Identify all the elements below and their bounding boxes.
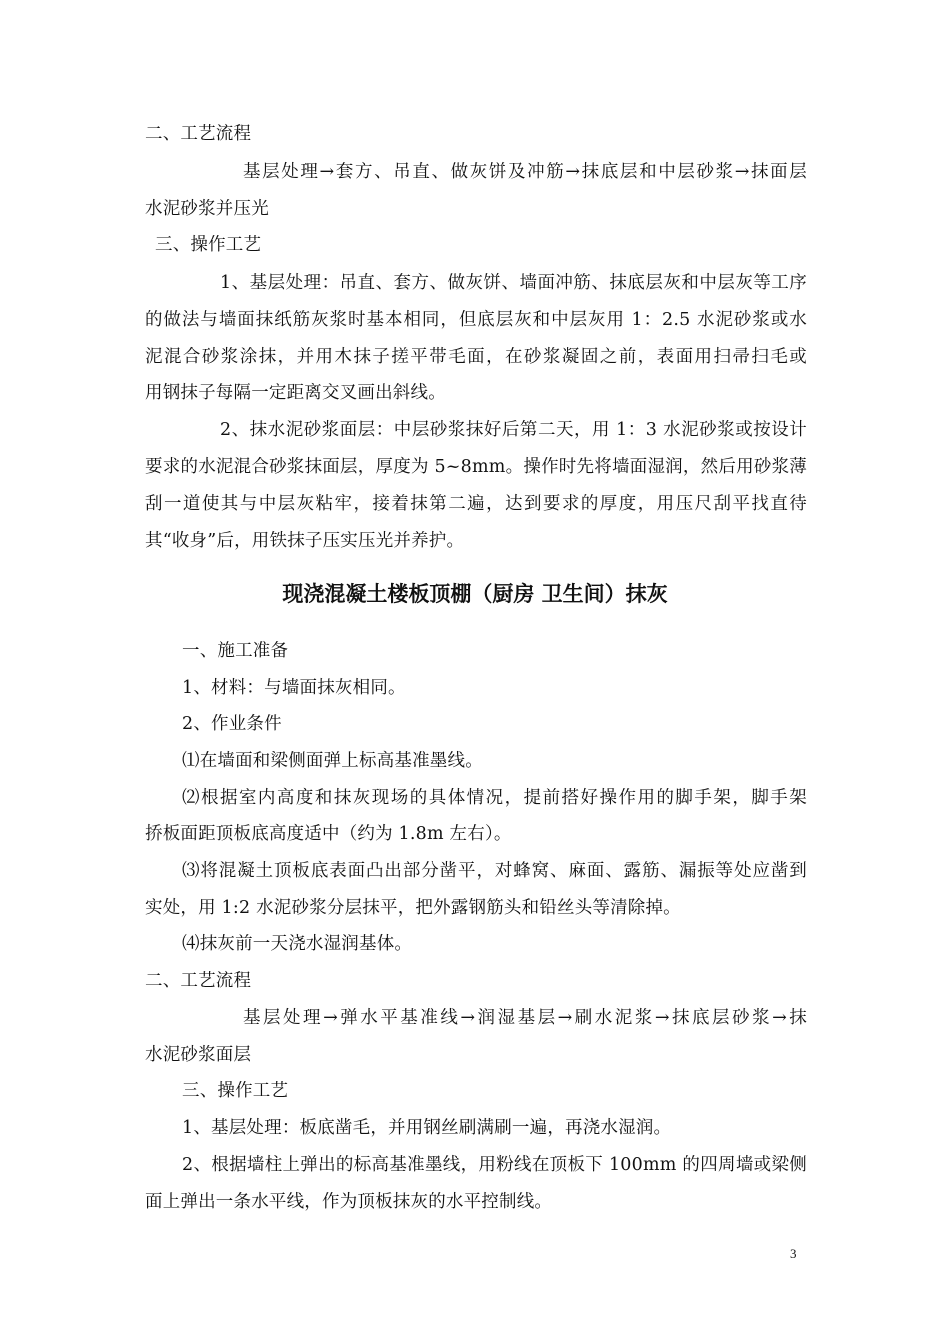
page-number: 3 — [790, 1246, 797, 1261]
paragraph-line: 基层处理→弹水平基准线→润湿基层→刷水泥浆→抹底层砂浆→抹 — [243, 1008, 807, 1028]
paragraph-line: 泥混合砂浆涂抹，并用木抹子搓平带毛面，在砂浆凝固之前，表面用扫帚扫毛或 — [145, 347, 807, 367]
paragraph-line: 刮一道使其与中层灰粘牢，接着抹第二遍，达到要求的厚度，用压尺刮平找直待 — [145, 494, 807, 514]
paragraph-line: ⑶将混凝土顶板底表面凸出部分凿平，对蜂窝、麻面、露筋、漏振等处应凿到 — [182, 861, 807, 881]
heading-process-flow-2: 二、工艺流程 — [145, 971, 252, 991]
paragraph-line: 1、基层处理：吊直、套方、做灰饼、墙面冲筋、抹底层灰和中层灰等工序 — [220, 273, 807, 293]
section-title: 现浇混凝土楼板顶棚（厨房 卫生间）抹灰 — [282, 582, 668, 606]
heading-operation-2: 三、操作工艺 — [182, 1081, 289, 1101]
paragraph-line: 基层处理→套方、吊直、做灰饼及冲筋→抹底层和中层砂浆→抹面层 — [243, 162, 807, 182]
paragraph-line: 挢板面距顶板底高度适中（约为 1.8m 左右）。 — [145, 824, 512, 844]
paragraph-line: ⑴在墙面和梁侧面弹上标高基准墨线。 — [182, 751, 483, 771]
paragraph-line: 水泥砂浆并压光 — [145, 199, 269, 219]
paragraph-line: ⑵根据室内高度和抹灰现场的具体情况，提前搭好操作用的脚手架，脚手架 — [182, 788, 807, 808]
paragraph-line: 要求的水泥混合砂浆抹面层，厚度为 5~8mm。操作时先将墙面湿润，然后用砂浆薄 — [145, 457, 807, 477]
paragraph-line: 2、抹水泥砂浆面层：中层砂浆抹好后第二天，用 1：3 水泥砂浆或按设计 — [220, 420, 807, 440]
paragraph-line: 1、基层处理：板底凿毛，并用钢丝刷满刷一遍，再浇水湿润。 — [182, 1118, 672, 1138]
paragraph-line: 其“收身”后，用铁抹子压实压光并养护。 — [145, 531, 465, 551]
heading-operation: 三、操作工艺 — [155, 235, 262, 255]
paragraph-line: 实处，用 1:2 水泥砂浆分层抹平，把外露钢筋头和铅丝头等清除掉。 — [145, 898, 681, 918]
heading-process-flow: 二、工艺流程 — [145, 124, 252, 144]
paragraph-line: 用钢抹子每隔一定距离交叉画出斜线。 — [145, 383, 446, 403]
paragraph-line: 的做法与墙面抹纸筋灰浆时基本相同，但底层灰和中层灰用 1：2.5 水泥砂浆或水 — [145, 310, 807, 330]
paragraph-line: 面上弹出一条水平线，作为顶板抹灰的水平控制线。 — [145, 1192, 553, 1212]
paragraph-line: 1、材料：与墙面抹灰相同。 — [182, 678, 406, 698]
heading-preparation: 一、施工准备 — [182, 641, 289, 661]
paragraph-line: 2、根据墙柱上弹出的标高基准墨线，用粉线在顶板下 100mm 的四周墙或梁侧 — [182, 1155, 807, 1175]
paragraph-line: 水泥砂浆面层 — [145, 1045, 252, 1065]
paragraph-line: 2、作业条件 — [182, 714, 282, 734]
paragraph-line: ⑷抹灰前一天浇水湿润基体。 — [182, 934, 413, 954]
